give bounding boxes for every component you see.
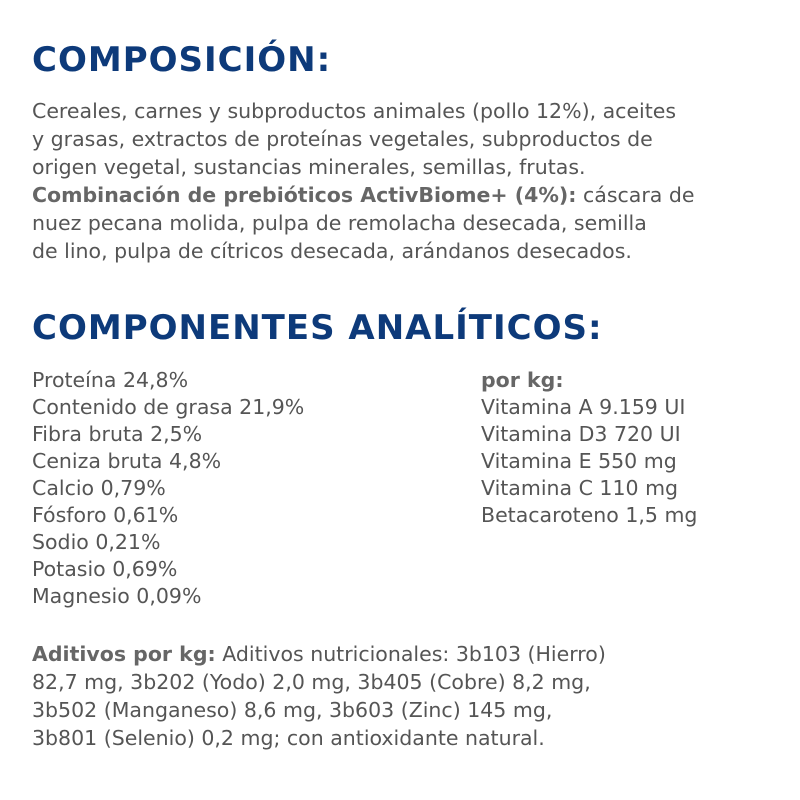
vitamin-item: Vitamina D3 720 UI (481, 422, 681, 446)
nutrient-item: Sodio 0,21% (32, 530, 161, 554)
nutrient-item: Contenido de grasa 21,9% (32, 395, 305, 419)
nutrient-item: Fósforo 0,61% (32, 503, 179, 527)
composition-line: Cereales, carnes y subproductos animales (pollo 12%), aceites (32, 99, 677, 123)
nutrient-item: Proteína 24,8% (32, 368, 189, 392)
additives-line: 3b502 (Manganeso) 8,6 mg, 3b603 (Zinc) 145 mg, (32, 698, 553, 722)
nutrient-item: Magnesio 0,09% (32, 584, 202, 608)
nutrient-item: Potasio 0,69% (32, 557, 178, 581)
prebiotic-detail-line: de lino, pulpa de cítricos desecada, arándanos desecados. (32, 239, 632, 263)
vitamin-item: Vitamina A 9.159 UI (481, 395, 686, 419)
prebiotic-detail-line: nuez pecana molida, pulpa de remolacha desecada, semilla (32, 211, 647, 235)
additives-paragraph (32, 640, 782, 752)
composition-line: origen vegetal, sustancias minerales, semillas, frutas. (32, 155, 586, 179)
analytic-heading: COMPONENTES ANALÍTICOS: (32, 308, 603, 348)
nutrient-item: Calcio 0,79% (32, 476, 166, 500)
prebiotic-line (32, 181, 782, 209)
vitamin-item: Betacaroteno 1,5 mg (481, 503, 698, 527)
additives-first-line (32, 640, 782, 668)
nutrient-list (32, 367, 304, 610)
composition-heading: COMPOSICIÓN: (32, 40, 332, 80)
composition-paragraph (32, 97, 782, 265)
prebiotic-label: Combinación de prebióticos ActivBiome+ (4%): (32, 183, 577, 207)
additives-label: Aditivos por kg: (32, 642, 216, 666)
vitamin-item: Vitamina C 110 mg (481, 476, 679, 500)
vitamin-item: Vitamina E 550 mg (481, 449, 677, 473)
composition-line: y grasas, extractos de proteínas vegetales, subproductos de (32, 127, 653, 151)
vitamin-list (481, 367, 697, 529)
additives-line: 3b801 (Selenio) 0,2 mg; con antioxidante natural. (32, 726, 545, 750)
nutrient-item: Ceniza bruta 4,8% (32, 449, 222, 473)
additives-line: 82,7 mg, 3b202 (Yodo) 2,0 mg, 3b405 (Cobre) 8,2 mg, (32, 670, 591, 694)
additives-tail: Aditivos nutricionales: 3b103 (Hierro) (215, 642, 606, 666)
nutrient-item: Fibra bruta 2,5% (32, 422, 203, 446)
per-kg-label: por kg: (481, 368, 564, 392)
prebiotic-tail: cáscara de (576, 183, 695, 207)
